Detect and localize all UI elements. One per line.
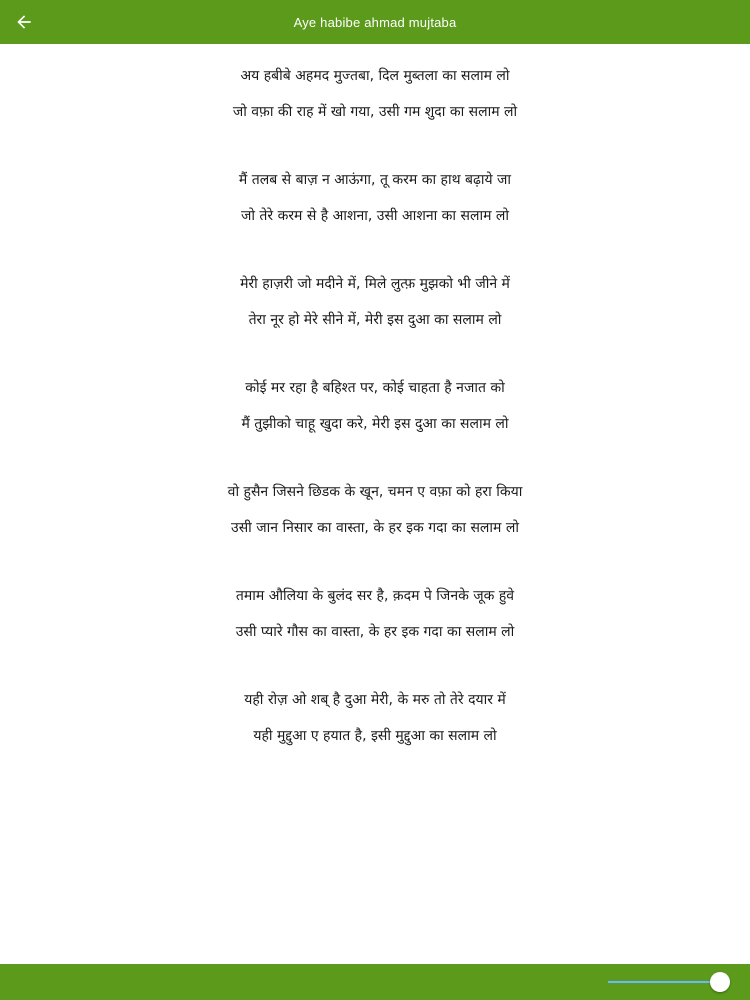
slider-thumb[interactable] <box>710 972 730 992</box>
lyrics-content <box>0 44 750 964</box>
stanza-line: मैं तलब से बाज़ न आऊंगा, तू करम का हाथ बढ़ाये जा <box>238 172 512 188</box>
stanza-line: तेरा नूर हो मेरे सीने में, मेरी इस दुआ का सलाम लो <box>248 312 502 328</box>
stanza-line: यही मुद्दुआ ए हयात है, इसी मुद्दुआ का सलाम लो <box>253 728 497 744</box>
stanza-line: जो वफ़ा की राह में खो गया, उसी गम शुदा का सलाम लो <box>232 104 518 120</box>
stanza <box>0 682 750 754</box>
stanza <box>0 370 750 442</box>
stanza <box>0 474 750 546</box>
stanza <box>0 162 750 234</box>
bottom-bar <box>0 964 750 1000</box>
stanza-line: मेरी हाज़री जो मदीने में, मिले लुत्फ़ मुझको भी जीने में <box>240 276 510 292</box>
scroll-slider[interactable] <box>608 981 730 983</box>
back-button[interactable] <box>8 6 40 38</box>
top-app-bar <box>0 0 750 44</box>
stanza-line: कोई मर रहा है बहिश्त पर, कोई चाहता है नजात को <box>245 380 505 396</box>
stanza-line: जो तेरे करम से है आशना, उसी आशना का सलाम लो <box>240 208 510 224</box>
arrow-left-icon <box>14 12 34 32</box>
stanza-line: यही रोज़ ओ शब् है दुआ मेरी, के मरु तो तेरे दयार में <box>244 692 506 708</box>
stanza-line: मैं तुझीको चाहू खुदा करे, मेरी इस दुआ का सलाम लो <box>241 416 509 432</box>
stanza-line: वो हुसैन जिसने छिडक के खून, चमन ए वफ़ा को हरा किया <box>227 484 523 500</box>
stanza-line: उसी प्यारे गौस का वास्ता, के हर इक गदा का सलाम लो <box>235 624 515 640</box>
stanza-line: अय हबीबे अहमद मुज्तबा, दिल मुब्तला का सलाम लो <box>240 68 510 84</box>
stanza <box>0 58 750 130</box>
stanza-line: उसी जान निसार का वास्ता, के हर इक गदा का सलाम लो <box>231 520 519 536</box>
stanza-line: तमाम औलिया के बुलंद सर है, क़दम पे जिनके जूक हुवे <box>235 588 515 604</box>
stanza <box>0 578 750 650</box>
page-title: Aye habibe ahmad mujtaba <box>293 14 457 30</box>
stanza <box>0 266 750 338</box>
